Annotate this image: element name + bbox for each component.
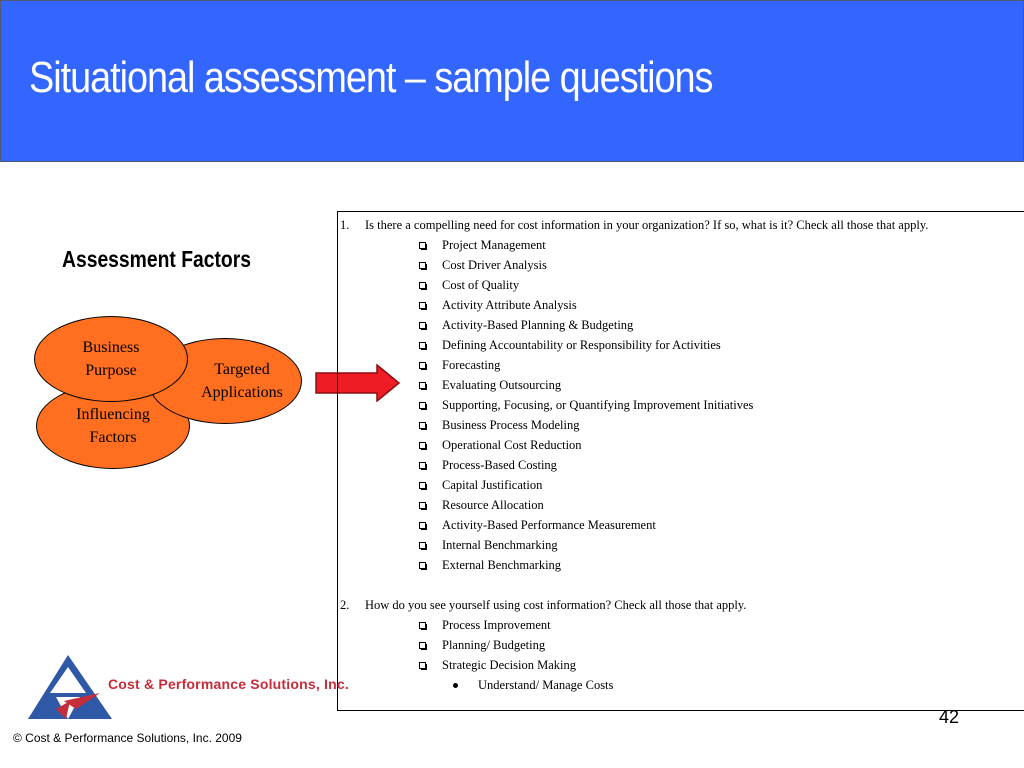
checklist-option [338, 275, 1024, 295]
slide-title: Situational assessment – sample questions [29, 53, 713, 102]
checklist-option [338, 355, 1024, 375]
checklist-option [338, 435, 1024, 455]
option-label: Internal Benchmarking [442, 538, 558, 552]
checklist-option [338, 375, 1024, 395]
ellipse-label-line: Applications [201, 384, 283, 401]
ellipse-label-line: Factors [89, 429, 137, 446]
checkbox-bullet-icon [419, 522, 426, 529]
title-bar [0, 0, 1024, 162]
checklist-option [338, 315, 1024, 335]
checklist-option [338, 455, 1024, 475]
triangle-logo-icon [26, 653, 116, 723]
option-label: External Benchmarking [442, 558, 562, 572]
option-label: Evaluating Outsourcing [442, 378, 562, 392]
checklist-option [338, 255, 1024, 275]
option-label: Cost of Quality [442, 278, 520, 292]
question-text: Is there a compelling need for cost information in your organization? If so, what is it? Check all those that apply. [365, 218, 929, 232]
sub-option [338, 675, 1024, 695]
option-label: Process-Based Costing [442, 458, 557, 472]
question-1-options [338, 235, 1024, 575]
question-number: 2. [340, 598, 350, 612]
checkbox-bullet-icon [419, 302, 426, 309]
checkbox-bullet-icon [419, 642, 426, 649]
company-logo-text: Cost & Performance Solutions, Inc. [108, 676, 349, 692]
checklist-option [338, 495, 1024, 515]
checkbox-bullet-icon [419, 622, 426, 629]
option-label: Activity-Based Planning & Budgeting [442, 318, 634, 332]
option-label: Cost Driver Analysis [442, 258, 547, 272]
business-purpose-ellipse [34, 316, 188, 402]
checkbox-bullet-icon [419, 282, 426, 289]
question-number: 1. [340, 218, 350, 232]
option-label: Planning/ Budgeting [442, 638, 546, 652]
assessment-factors-heading: Assessment Factors [62, 246, 251, 272]
checklist-option [338, 655, 1024, 675]
option-label: Defining Accountability or Responsibility for Activities [442, 338, 721, 352]
option-label: Activity Attribute Analysis [442, 298, 577, 312]
option-label: Resource Allocation [442, 498, 544, 512]
ellipse-label-line: Purpose [85, 362, 137, 379]
checkbox-bullet-icon [419, 542, 426, 549]
checkbox-bullet-icon [419, 662, 426, 669]
checkbox-bullet-icon [419, 502, 426, 509]
checkbox-bullet-icon [419, 242, 426, 249]
checkbox-bullet-icon [419, 382, 426, 389]
checkbox-bullet-icon [419, 442, 426, 449]
option-label: Project Management [442, 238, 546, 252]
checkbox-bullet-icon [419, 462, 426, 469]
checklist-option [338, 395, 1024, 415]
checkbox-bullet-icon [419, 362, 426, 369]
checklist-option [338, 535, 1024, 555]
option-label: Strategic Decision Making [442, 658, 576, 672]
checklist-option [338, 615, 1024, 635]
option-label: Forecasting [442, 358, 501, 372]
option-label: Process Improvement [442, 618, 551, 632]
option-label: Supporting, Focusing, or Quantifying Improvement Initiatives [442, 398, 754, 412]
question-2-sub-options [338, 675, 1024, 695]
ellipse-label-line: Targeted [214, 361, 270, 378]
option-label: Capital Justification [442, 478, 543, 492]
page-number: 42 [939, 707, 960, 727]
question-2 [338, 595, 1024, 615]
option-label: Activity-Based Performance Measurement [442, 518, 656, 532]
option-label: Business Process Modeling [442, 418, 580, 432]
checkbox-bullet-icon [419, 342, 426, 349]
checkbox-bullet-icon [419, 422, 426, 429]
checklist-option [338, 515, 1024, 535]
ellipse-label-line: Influencing [76, 406, 150, 423]
checklist-option [338, 635, 1024, 655]
copyright-footer: © Cost & Performance Solutions, Inc. 2009 [13, 731, 242, 745]
checkbox-bullet-icon [419, 262, 426, 269]
checkbox-bullet-icon [419, 402, 426, 409]
checklist-option [338, 335, 1024, 355]
checklist-option [338, 235, 1024, 255]
questions-box [337, 211, 1024, 711]
checkbox-bullet-icon [419, 562, 426, 569]
checkbox-bullet-icon [419, 482, 426, 489]
question-2-options [338, 615, 1024, 675]
checklist-option [338, 295, 1024, 315]
ellipse-label-line: Business [82, 339, 140, 356]
option-label: Operational Cost Reduction [442, 438, 582, 452]
checklist-option [338, 475, 1024, 495]
checkbox-bullet-icon [419, 322, 426, 329]
question-1 [338, 215, 1024, 235]
question-text: How do you see yourself using cost information? Check all those that apply. [365, 598, 747, 612]
checklist-option [338, 555, 1024, 575]
bullet-dot-icon [453, 683, 458, 688]
sub-option-label: Understand/ Manage Costs [478, 678, 614, 692]
checklist-option [338, 415, 1024, 435]
